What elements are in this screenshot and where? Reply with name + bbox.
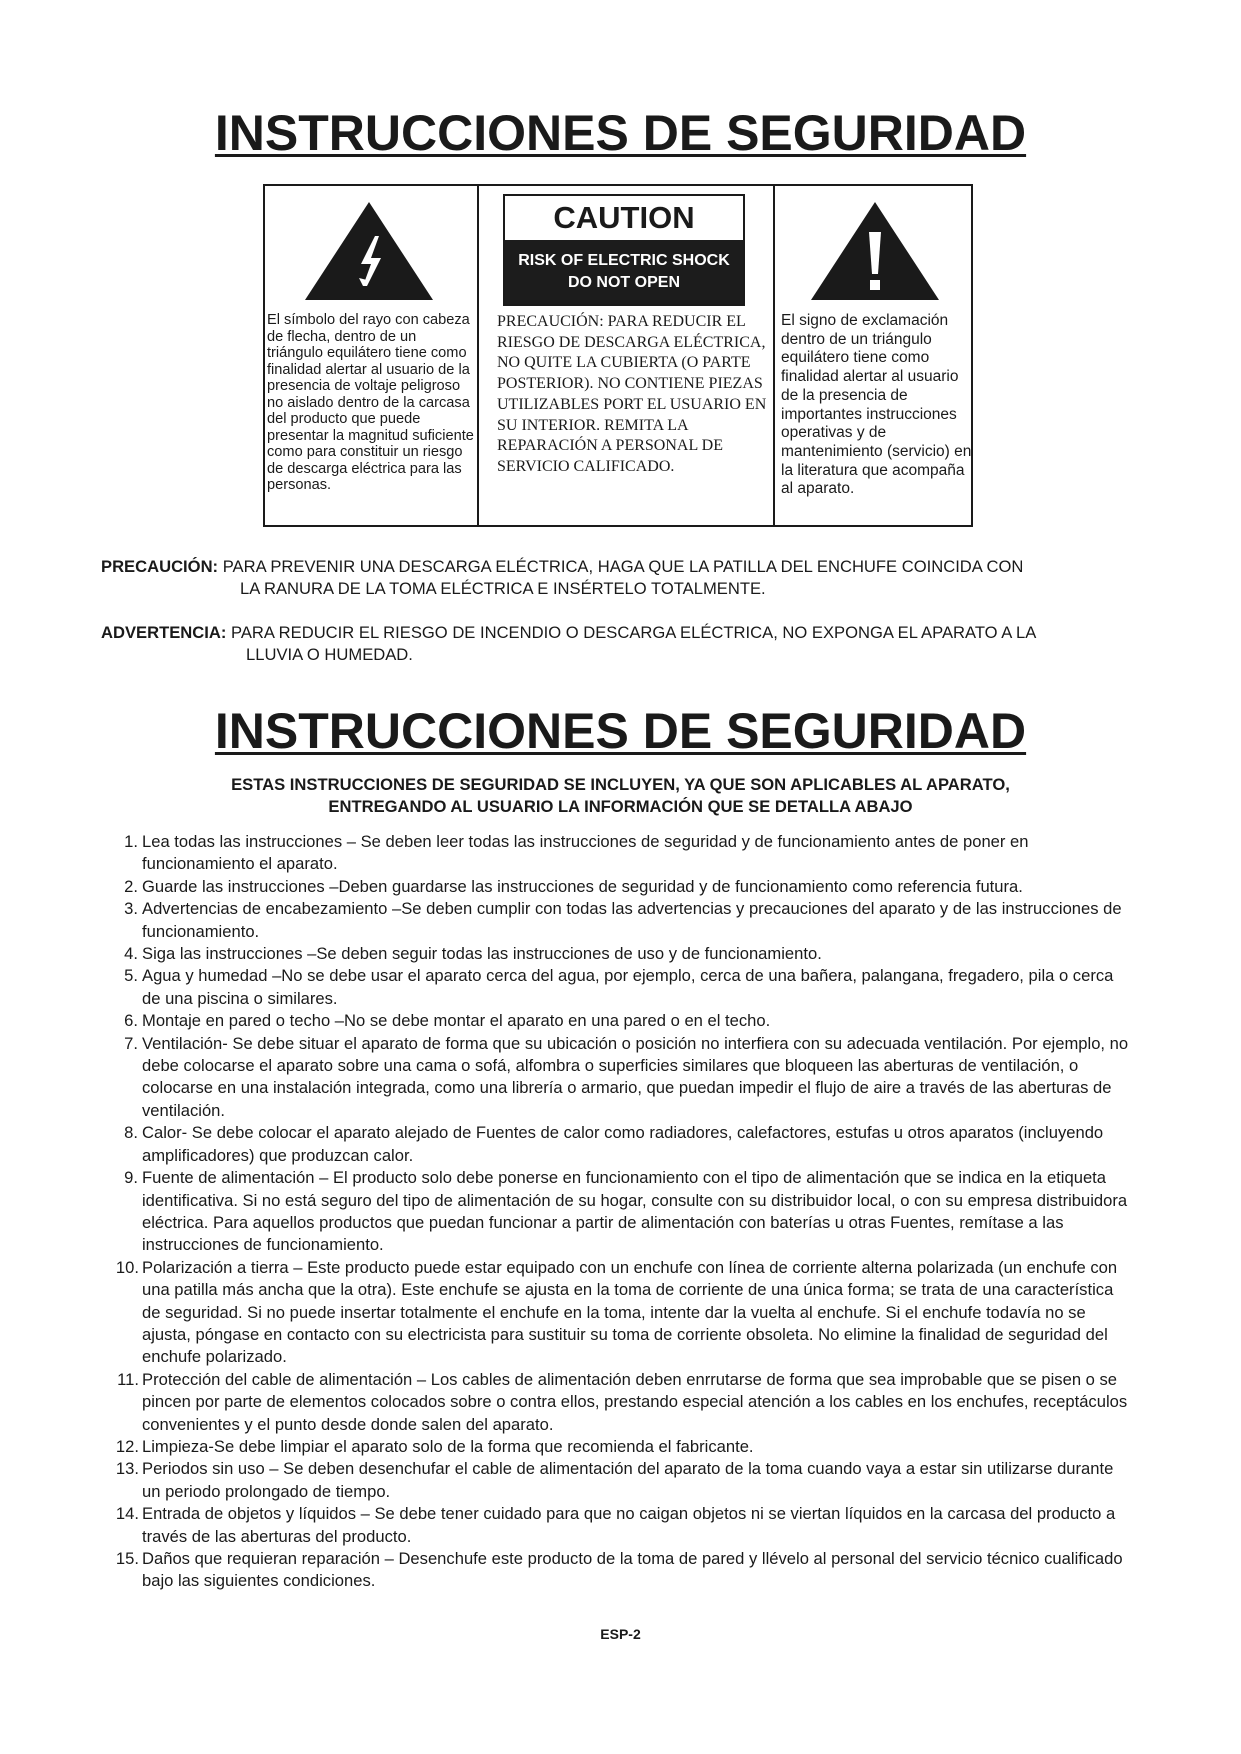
list-item <box>114 1257 1134 1369</box>
intro-line-2: ENTREGANDO AL USUARIO LA INFORMACIÓN QUE SE DETALLA ABAJO <box>328 797 913 816</box>
item-number: 11. <box>117 1369 139 1389</box>
list-item <box>114 1548 1134 1593</box>
notice-line-1: PARA REDUCIR EL RIESGO DE INCENDIO O DESCARGA ELÉCTRICA, NO EXPONGA EL APARATO A LA <box>231 623 1037 642</box>
item-text: Polarización a tierra – Este producto puede estar equipado con un enchufe con línea de corriente alterna polarizada (un enchufe con una patilla más ancha que la otra). Este enchufe se ajusta en la toma de corriente de una única forma; se trata de una característica de seguridad. Si no puede insertar totalmente el enchufe en la toma, intente dar la vuelta al enchufe. Si el enchufe todavía no se ajusta, póngase en contacto con su electricista para sustituir su toma de corriente obsoleta. No elimine la finalidad de seguridad del enchufe polarizado. <box>142 1257 1118 1367</box>
item-text: Protección del cable de alimentación – Los cables de alimentación deben enrrutarse de forma que sea improbable que se pisen o se pincen por parte de elementos colocados sobre o contra ellos, prestando especial atención a los cables en los enchufes, receptáculos convenientes y el punto desde donde salen del aparato. <box>142 1369 1128 1434</box>
lightning-description: El símbolo del rayo con cabeza de flecha, dentro de un triángulo equilátero tiene como finalidad alertar al usuario de la presencia de voltaje peligroso no aislado dentro de la carcasa del producto que puede presentar la magnitud suficiente como para constituir un riesgo de descarga eléctrica para las personas. <box>267 312 474 493</box>
section-title: INSTRUCCIONES DE SEGURIDAD <box>214 703 1027 759</box>
notice-line-2: LLUVIA O HUMEDAD. <box>246 645 413 664</box>
item-number: 6. <box>124 1011 138 1031</box>
caution-description: PRECAUCIÓN: PARA REDUCIR EL RIESGO DE DESCARGA ELÉCTRICA, NO QUITE LA CUBIERTA (O PARTE POSTERIOR). NO CONTIENE PIEZAS UTILIZABLES PORT EL USUARIO EN SU INTERIOR. REMITA LA REPARACIÓN A PERSONAL DE SERVICIO CALIFICADO. <box>497 313 767 475</box>
intro-text <box>0 774 1241 818</box>
item-number: 7. <box>124 1033 138 1053</box>
list-item <box>114 1122 1134 1167</box>
page-title: INSTRUCCIONES DE SEGURIDAD <box>214 105 1027 161</box>
item-number: 1. <box>124 832 138 851</box>
caution-title: CAUTION <box>553 200 695 235</box>
page-number: ESP-2 <box>600 1626 641 1642</box>
list-item <box>114 898 1134 943</box>
item-text: Limpieza-Se debe limpiar el aparato solo de la forma que recomienda el fabricante. <box>142 1436 754 1456</box>
list-item <box>114 831 1134 876</box>
item-text: Daños que requieran reparación – Desenchufe este producto de la toma de pared y llévelo al personal del servicio técnico cualificado bajo las siguientes condiciones. <box>142 1549 1123 1591</box>
notice-advertencia <box>101 622 1141 666</box>
list-item <box>114 965 1134 1010</box>
caution-band <box>505 240 743 304</box>
item-text: Entrada de objetos y líquidos – Se debe tener cuidado para que no caigan objetos ni se viertan líquidos en la carcasa del producto a través de las aberturas del producto. <box>142 1504 1116 1546</box>
exclamation-description: El signo de exclamación dentro de un triángulo equilátero tiene como finalidad alertar al usuario de la presencia de importantes instrucciones operativas y de mantenimiento (servicio) en la literatura que acompaña al aparato. <box>781 312 972 498</box>
item-number: 4. <box>124 944 138 964</box>
exclamation-triangle-icon <box>809 200 941 302</box>
list-item <box>114 1033 1134 1123</box>
item-number: 8. <box>124 1123 138 1143</box>
notice-line-1: PARA PREVENIR UNA DESCARGA ELÉCTRICA, HAGA QUE LA PATILLA DEL ENCHUFE COINCIDA CON <box>222 557 1024 576</box>
warning-cell-caution <box>479 186 775 525</box>
warning-table <box>263 184 973 527</box>
item-text: Calor- Se debe colocar el aparato alejado de Fuentes de calor como radiadores, calefactores, estufas u otros aparatos (incluyendo amplificadores) que produzcan calor. <box>142 1123 1104 1165</box>
warning-cell-lightning <box>265 186 479 525</box>
caution-line-2: DO NOT OPEN <box>567 274 680 291</box>
item-number: 5. <box>124 966 138 986</box>
list-item <box>114 1436 1134 1458</box>
notice-label: PRECAUCIÓN: <box>101 557 219 576</box>
lightning-triangle-icon <box>303 200 435 302</box>
item-number: 9. <box>124 1168 138 1188</box>
notice-line-2: LA RANURA DE LA TOMA ELÉCTRICA E INSÉRTELO TOTALMENTE. <box>240 579 766 598</box>
list-item <box>114 1010 1134 1032</box>
item-number: 15. <box>115 1549 139 1568</box>
notice-precaucion <box>101 556 1141 600</box>
item-number: 3. <box>124 899 138 919</box>
warning-cell-exclamation <box>775 186 971 525</box>
instructions-list <box>114 831 1134 1593</box>
list-item <box>114 1503 1134 1548</box>
item-text: Lea todas las instrucciones – Se deben leer todas las instrucciones de seguridad y de funcionamiento antes de poner en funcionamiento el aparato. <box>142 832 1029 874</box>
list-item <box>114 1458 1134 1503</box>
list-item <box>114 943 1134 965</box>
item-number: 12. <box>115 1436 139 1456</box>
item-text: Advertencias de encabezamiento –Se deben cumplir con todas las advertencias y precauciones del aparato y de las instrucciones de funcionamiento. <box>142 899 1122 941</box>
item-number: 14. <box>115 1504 139 1524</box>
intro-line-1: ESTAS INSTRUCCIONES DE SEGURIDAD SE INCLUYEN, YA QUE SON APLICABLES AL APARATO, <box>231 775 1010 794</box>
caution-label <box>503 194 745 306</box>
item-text: Fuente de alimentación – El producto solo debe ponerse en funcionamiento con el tipo de alimentación que se indica en la etiqueta identificativa. Si no está seguro del tipo de alimentación de su hogar, consulte con su distribuidor local, o con su empresa distribuidora eléctrica. Para aquellos productos que puedan funcionar a partir de alimentación con baterías u otras Fuentes, remítase a las instrucciones de funcionamiento. <box>142 1168 1128 1255</box>
item-text: Ventilación- Se debe situar el aparato de forma que su ubicación o posición no interfiera con su adecuada ventilación. Por ejemplo, no debe colocarse el aparato sobre una cama o sofá, alfombra o superficies similares que bloqueen las aberturas de ventilación, o colocarse en una instalación integrada, como una librería o armario, que puedan impedir el flujo de aire a través de las aberturas de ventilación. <box>142 1033 1129 1120</box>
list-item <box>114 876 1134 898</box>
item-number: 13. <box>115 1459 139 1479</box>
list-item <box>114 1369 1134 1436</box>
item-text: Agua y humedad –No se debe usar el aparato cerca del agua, por ejemplo, cerca de una bañera, palangana, fregadero, pila o cerca de una piscina o similares. <box>142 966 1114 1008</box>
item-text: Periodos sin uso – Se deben desenchufar el cable de alimentación del aparato de la toma cuando vaya a estar sin utilizarse durante un periodo prolongado de tiempo. <box>142 1459 1114 1501</box>
item-text: Guarde las instrucciones –Deben guardarse las instrucciones de seguridad y de funcionamiento como referencia futura. <box>142 876 1023 896</box>
list-item <box>114 1167 1134 1257</box>
item-number: 2. <box>124 876 138 896</box>
notice-label: ADVERTENCIA: <box>101 623 227 642</box>
item-number: 10. <box>115 1257 139 1277</box>
item-text: Montaje en pared o techo –No se debe montar el aparato en una pared o en el techo. <box>142 1011 771 1031</box>
caution-line-1: RISK OF ELECTRIC SHOCK <box>518 252 730 269</box>
item-text: Siga las instrucciones –Se deben seguir todas las instrucciones de uso y de funcionamiento. <box>142 944 822 964</box>
